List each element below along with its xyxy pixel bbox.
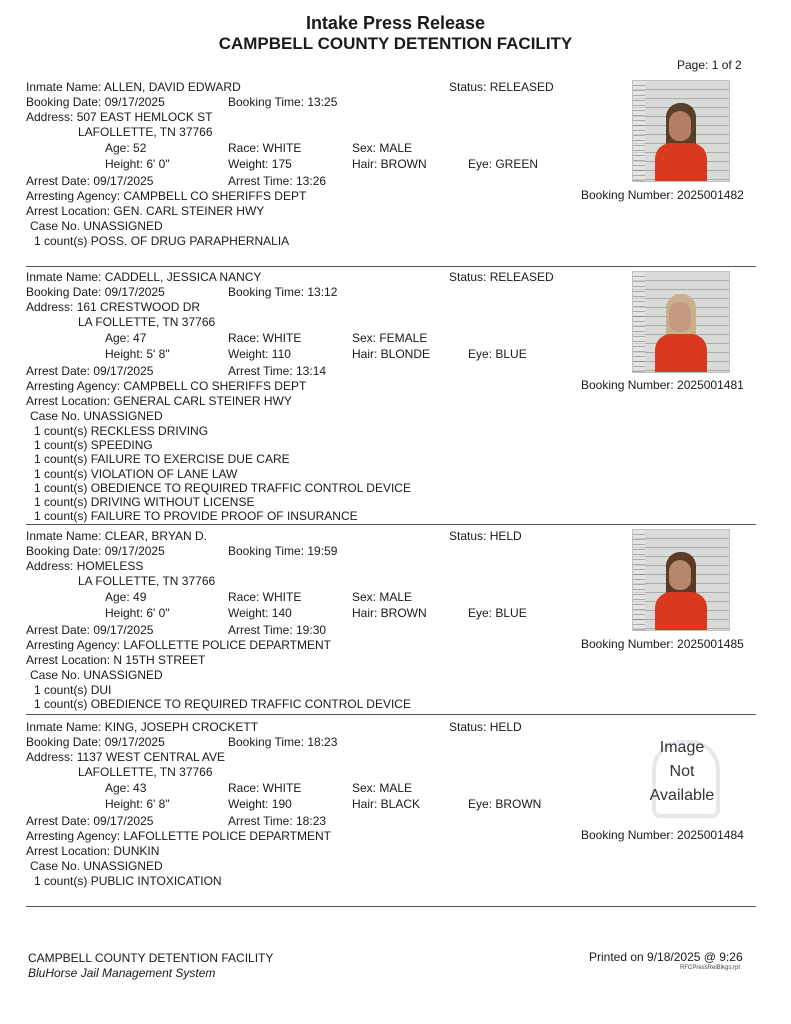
- charge-item: 1 count(s) OBEDIENCE TO REQUIRED TRAFFIC CONTROL DEVICE: [34, 480, 411, 495]
- arrest-date: Arrest Date: 09/17/2025: [26, 814, 154, 828]
- charge-item: 1 count(s) POSS. OF DRUG PARAPHERNALIA: [34, 234, 290, 248]
- booking-number: Booking Number: 2025001485: [581, 637, 744, 651]
- eye: Eye: BROWN: [468, 797, 542, 811]
- address-line1: Address: 1137 WEST CENTRAL AVE: [26, 750, 225, 764]
- page-number: Page: 1 of 2: [677, 58, 742, 72]
- charge-item: 1 count(s) FAILURE TO EXERCISE DUE CARE: [34, 452, 290, 467]
- arrest-time: Arrest Time: 13:26: [228, 174, 327, 188]
- sex: Sex: MALE: [352, 781, 413, 795]
- sex: Sex: MALE: [352, 141, 413, 155]
- arresting-agency: Arresting Agency: LAFOLLETTE POLICE DEPARTMENT: [26, 829, 331, 843]
- sex: Sex: FEMALE: [352, 331, 428, 345]
- arrest-location: Arrest Location: N 15TH STREET: [26, 653, 206, 667]
- mugshot-uniform: [655, 592, 707, 631]
- booking-time: Booking Time: 13:12: [228, 285, 338, 299]
- facility-title: CAMPBELL COUNTY DETENTION FACILITY: [218, 34, 573, 53]
- footer-system: BluHorse Jail Management System: [28, 966, 216, 980]
- charge-item: 1 count(s) DUI: [34, 683, 112, 697]
- address-line2: LA FOLLETTE, TN 37766: [78, 315, 216, 329]
- mugshot-uniform: [655, 334, 707, 373]
- image-not-available: [632, 736, 732, 816]
- height: Height: 6' 8": [105, 797, 170, 811]
- sex: Sex: MALE: [352, 590, 413, 604]
- case-number: Case No. UNASSIGNED: [30, 859, 163, 873]
- weight: Weight: 110: [228, 347, 291, 361]
- age: Age: 43: [105, 781, 147, 795]
- charge-item: 1 count(s) OBEDIENCE TO REQUIRED TRAFFIC CONTROL DEVICE: [34, 697, 411, 712]
- charge-item: 1 count(s) PUBLIC INTOXICATION: [34, 874, 222, 888]
- inmate-name: Inmate Name: CADDELL, JESSICA NANCY: [26, 270, 262, 284]
- status: Status: HELD: [449, 529, 522, 543]
- hair: Hair: BLACK: [352, 797, 421, 811]
- weight: Weight: 140: [228, 606, 292, 620]
- inmate-record: [0, 720, 791, 980]
- address-line2: LAFOLLETTE, TN 37766: [78, 125, 213, 139]
- height-scale: [633, 530, 645, 630]
- booking-date: Booking Date: 09/17/2025: [26, 285, 165, 299]
- charge-item: 1 count(s) DRIVING WITHOUT LICENSE: [34, 495, 255, 509]
- height: Height: 6' 0": [105, 606, 170, 620]
- address-line1: Address: 161 CRESTWOOD DR: [26, 300, 201, 314]
- race: Race: WHITE: [228, 141, 302, 155]
- arrest-time: Arrest Time: 19:30: [228, 623, 327, 637]
- arresting-agency: Arresting Agency: LAFOLLETTE POLICE DEPARTMENT: [26, 638, 331, 652]
- booking-number: Booking Number: 2025001484: [581, 828, 744, 842]
- arresting-agency: Arresting Agency: CAMPBELL CO SHERIFFS DEPT: [26, 379, 307, 393]
- inmate-name: Inmate Name: CLEAR, BRYAN D.: [26, 529, 207, 543]
- status: Status: RELEASED: [449, 80, 554, 94]
- hair: Hair: BLONDE: [352, 347, 431, 361]
- booking-number: Booking Number: 2025001482: [581, 188, 744, 202]
- arrest-location: Arrest Location: GEN. CARL STEINER HWY: [26, 204, 265, 218]
- charge-item: 1 count(s) SPEEDING: [34, 438, 153, 453]
- address-line2: LAFOLLETTE, TN 37766: [78, 765, 213, 779]
- mugshot-photo: [632, 529, 730, 631]
- booking-time: Booking Time: 18:23: [228, 735, 338, 749]
- race: Race: WHITE: [228, 781, 302, 795]
- eye: Eye: BLUE: [468, 606, 527, 620]
- address-line1: Address: 507 EAST HEMLOCK ST: [26, 110, 213, 124]
- weight: Weight: 175: [228, 157, 292, 171]
- race: Race: WHITE: [228, 331, 302, 345]
- inmate-record: [0, 270, 791, 530]
- eye: Eye: GREEN: [468, 157, 539, 171]
- inmate-name: Inmate Name: ALLEN, DAVID EDWARD: [26, 80, 241, 94]
- charge-item: 1 count(s) RECKLESS DRIVING: [34, 424, 209, 438]
- address-line1: Address: HOMELESS: [26, 559, 144, 573]
- arrest-date: Arrest Date: 09/17/2025: [26, 174, 154, 188]
- footer-facility: CAMPBELL COUNTY DETENTION FACILITY: [28, 951, 274, 965]
- arrest-date: Arrest Date: 09/17/2025: [26, 364, 154, 378]
- age: Age: 47: [105, 331, 147, 345]
- booking-date: Booking Date: 09/17/2025: [26, 735, 165, 749]
- age: Age: 52: [105, 141, 147, 155]
- report-title: Intake Press Release: [305, 13, 486, 33]
- printed-timestamp: Printed on 9/18/2025 @ 9:26: [589, 950, 743, 964]
- arrest-location: Arrest Location: GENERAL CARL STEINER HWY: [26, 394, 292, 408]
- booking-time: Booking Time: 19:59: [228, 544, 338, 558]
- charge-item: 1 count(s) FAILURE TO PROVIDE PROOF OF INSURANCE: [34, 509, 358, 524]
- image-not-available-text: Available: [649, 787, 715, 804]
- arrest-time: Arrest Time: 13:14: [228, 364, 327, 378]
- race: Race: WHITE: [228, 590, 302, 604]
- case-number: Case No. UNASSIGNED: [30, 409, 163, 423]
- case-number: Case No. UNASSIGNED: [30, 219, 163, 233]
- mugshot-face: [669, 111, 691, 141]
- mugshot-uniform: [655, 143, 707, 182]
- height-scale: [633, 272, 645, 372]
- age: Age: 49: [105, 590, 147, 604]
- booking-number: Booking Number: 2025001481: [581, 378, 744, 392]
- height-scale: [633, 81, 645, 181]
- mugshot-photo: [632, 80, 730, 182]
- booking-time: Booking Time: 13:25: [228, 95, 338, 109]
- image-not-available-text: Not: [669, 763, 695, 780]
- inmate-name: Inmate Name: KING, JOSEPH CROCKETT: [26, 720, 259, 734]
- eye: Eye: BLUE: [468, 347, 527, 361]
- report-code: RFCPressRelBlkgs.rpt: [680, 965, 741, 971]
- case-number: Case No. UNASSIGNED: [30, 668, 163, 682]
- status: Status: HELD: [449, 720, 522, 734]
- status: Status: RELEASED: [449, 270, 554, 284]
- mugshot-face: [669, 560, 691, 590]
- height: Height: 6' 0": [105, 157, 170, 171]
- booking-date: Booking Date: 09/17/2025: [26, 95, 165, 109]
- mugshot-face: [669, 302, 691, 332]
- charge-item: 1 count(s) VIOLATION OF LANE LAW: [34, 466, 238, 481]
- arrest-date: Arrest Date: 09/17/2025: [26, 623, 154, 637]
- height: Height: 5' 8": [105, 347, 170, 361]
- arrest-location: Arrest Location: DUNKIN: [26, 844, 160, 858]
- hair: Hair: BROWN: [352, 157, 427, 171]
- weight: Weight: 190: [228, 797, 292, 811]
- address-line2: LA FOLLETTE, TN 37766: [78, 574, 216, 588]
- hair: Hair: BROWN: [352, 606, 427, 620]
- arresting-agency: Arresting Agency: CAMPBELL CO SHERIFFS DEPT: [26, 189, 307, 203]
- mugshot-photo: [632, 271, 730, 373]
- arrest-time: Arrest Time: 18:23: [228, 814, 327, 828]
- booking-date: Booking Date: 09/17/2025: [26, 544, 165, 558]
- image-not-available-text: Image: [659, 739, 705, 756]
